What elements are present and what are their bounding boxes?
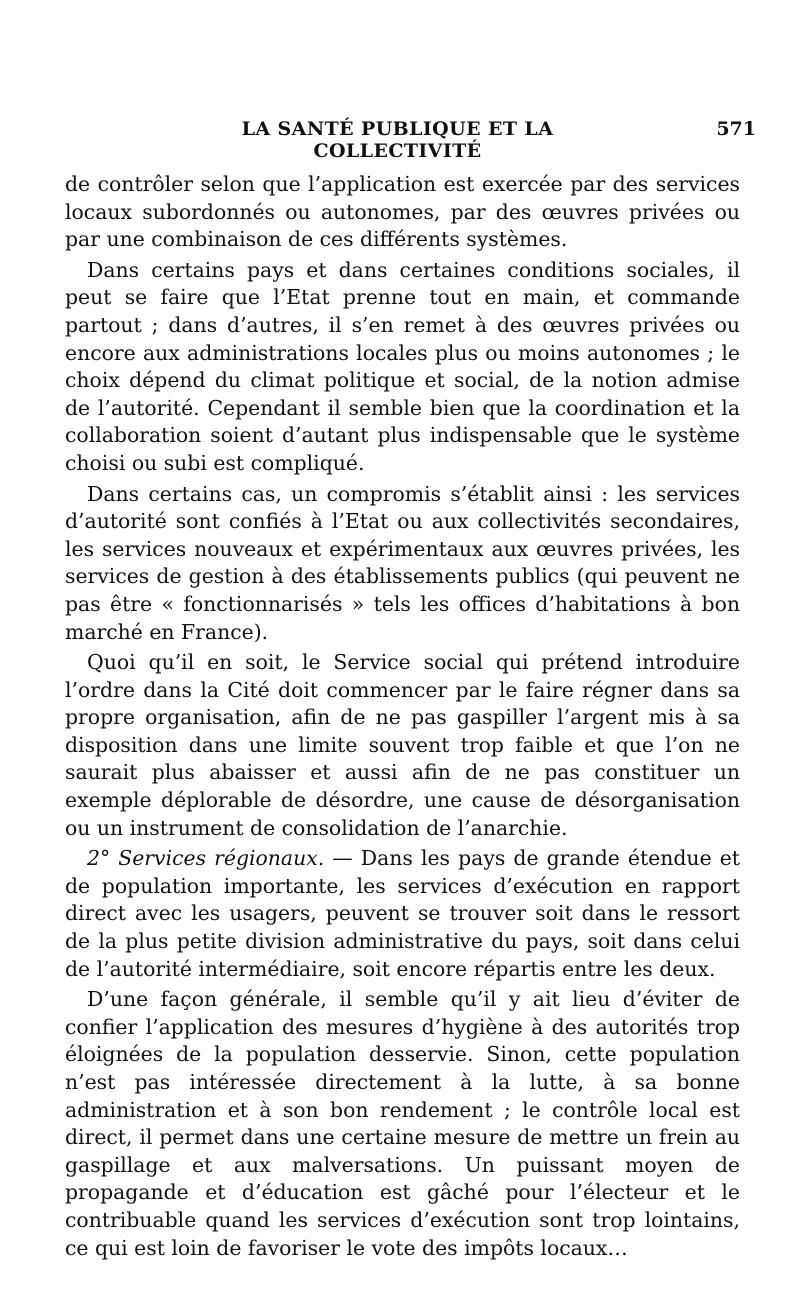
paragraph-5-text: — Dans les pays de grande étendue et de population importante, les services d’exécution en rapport direct avec les usagers, peuvent se trouver soit dans le ressort de la plus petite division administrative du pays, soit dans celui de l’autorité intermédiaire, soit encore répartis entre les deux.	[65, 846, 740, 981]
running-title: LA SANTÉ PUBLIQUE ET LA COLLECTIVITÉ	[241, 118, 554, 162]
paragraph-5	[65, 845, 740, 983]
body-text	[65, 171, 740, 1265]
paragraph-4: Quoi qu’il en soit, le Service social qui prétend introduire l’ordre dans la Cité doit commencer par le faire régner dans sa propre organisation, afin de ne pas gaspiller l’argent mis à sa disposition dans une limite souvent trop faible et que l’on ne saurait plus abaisser et aussi afin de ne pas constituer un exemple déplorable de désordre, une cause de désorganisation ou un instrument de consolidation de l’anarchie.	[65, 650, 740, 840]
paragraph-2: Dans certains pays et dans certaines conditions sociales, il peut se faire que l’Etat prenne tout en main, et commande partout ; dans d’autres, il s’en remet à des œuvres privées ou encore aux administrations locales plus ou moins autonomes ; le choix dépend du climat politique et social, de la notion admise de l’autorité. Cependant il semble bien que la coordination et la collaboration soient d’autant plus indispensable que le système choisi ou subi est compliqué.	[65, 257, 740, 475]
paragraph-3: Dans certains cas, un compromis s’établit ainsi : les services d’autorité sont confiés à l’Etat ou aux collectivités secondaires, les services nouveaux et expérimentaux aux œuvres privées, les services de gestion à des établissements publics (qui peuvent ne pas être « fonctionnarisés » tels les offices d’habitations à bon marché en France).	[65, 481, 740, 644]
paragraph-6: D’une façon générale, il semble qu’il y ait lieu d’éviter de confier l’application des mesures d’hygiène à des autorités trop éloignées de la population desservie. Sinon, cette population n’est pas intéressée directement à la lutte, à sa bonne administration et à son bon rendement ; le contrôle local est direct, il permet dans une certaine mesure de mettre un frein au gaspillage et aux malversations. Un puissant moyen de propagande et d’éducation est gâché pour l’électeur et le contribuable quand les services d’exécution sont trop lointains, ce qui est loin de favoriser le vote des impôts locaux…	[65, 987, 740, 1260]
section-heading: 2° Services régionaux.	[87, 846, 325, 871]
page-number: 571	[716, 118, 756, 140]
paragraph-1: de contrôler selon que l’application est exercée par des services locaux subordonnés ou autonomes, par des œuvres privées ou par une combinaison de ces différents systèmes.	[65, 172, 740, 252]
